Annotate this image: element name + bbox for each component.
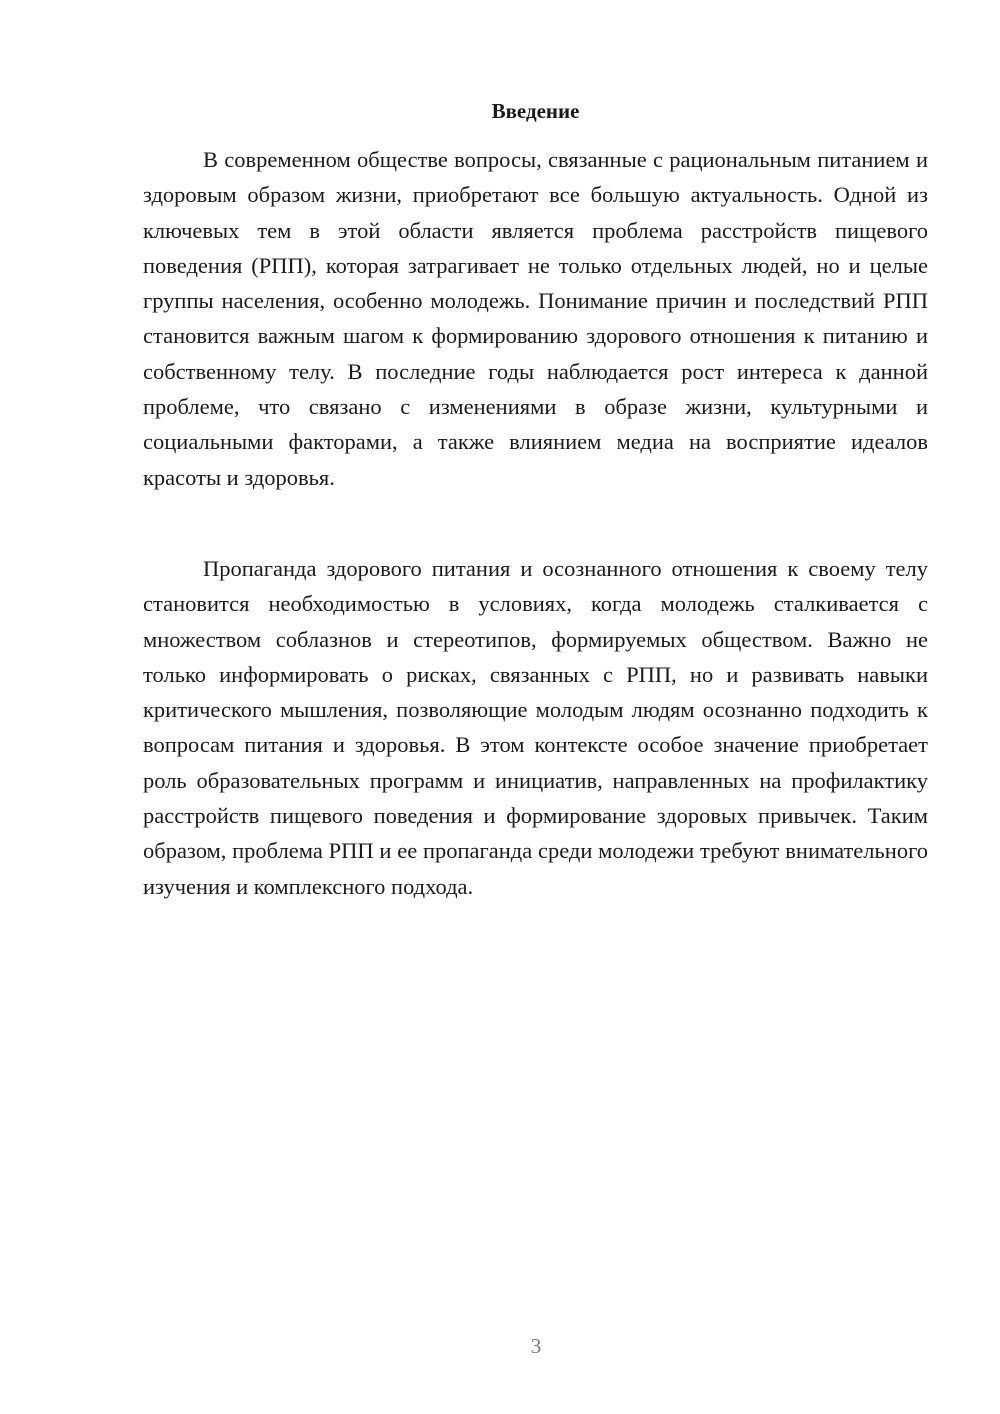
page-number: 3 — [530, 1334, 542, 1358]
section-heading: Введение — [491, 99, 580, 123]
paragraph-1: В современном обществе вопросы, связанные с рациональным питанием и здоровым образом жизни, приобретают все большую актуальность. Одной из ключевых тем в этой области является проблема расстройств пищевого поведения (РПП), которая затрагивает не только отдельных людей, но и целые группы населения, особенно молодежь. Понимание причин и последствий РПП становится важным шагом к формированию здорового отношения к питанию и собственному телу. В последние годы наблюдается рост интереса к данной проблеме, что связано с изменениями в образе жизни, культурными и социальными факторами, а также влиянием медиа на восприятие идеалов красоты и здоровья. — [143, 147, 928, 490]
paragraph-2: Пропаганда здорового питания и осознанного отношения к своему телу становится необходимостью в условиях, когда молодежь сталкивается с множеством соблазнов и стереотипов, формируемых обществом. Важно не только информировать о рисках, связанных с РПП, но и развивать навыки критического мышления, позволяющие молодым людям осознанно подходить к вопросам питания и здоровья. В этом контексте особое значение приобретает роль образовательных программ и инициатив, направленных на профилактику расстройств пищевого поведения и формирование здоровых привычек. Таким образом, проблема РПП и ее пропаганда среди молодежи требуют внимательного изучения и комплексного подхода. — [143, 556, 928, 899]
